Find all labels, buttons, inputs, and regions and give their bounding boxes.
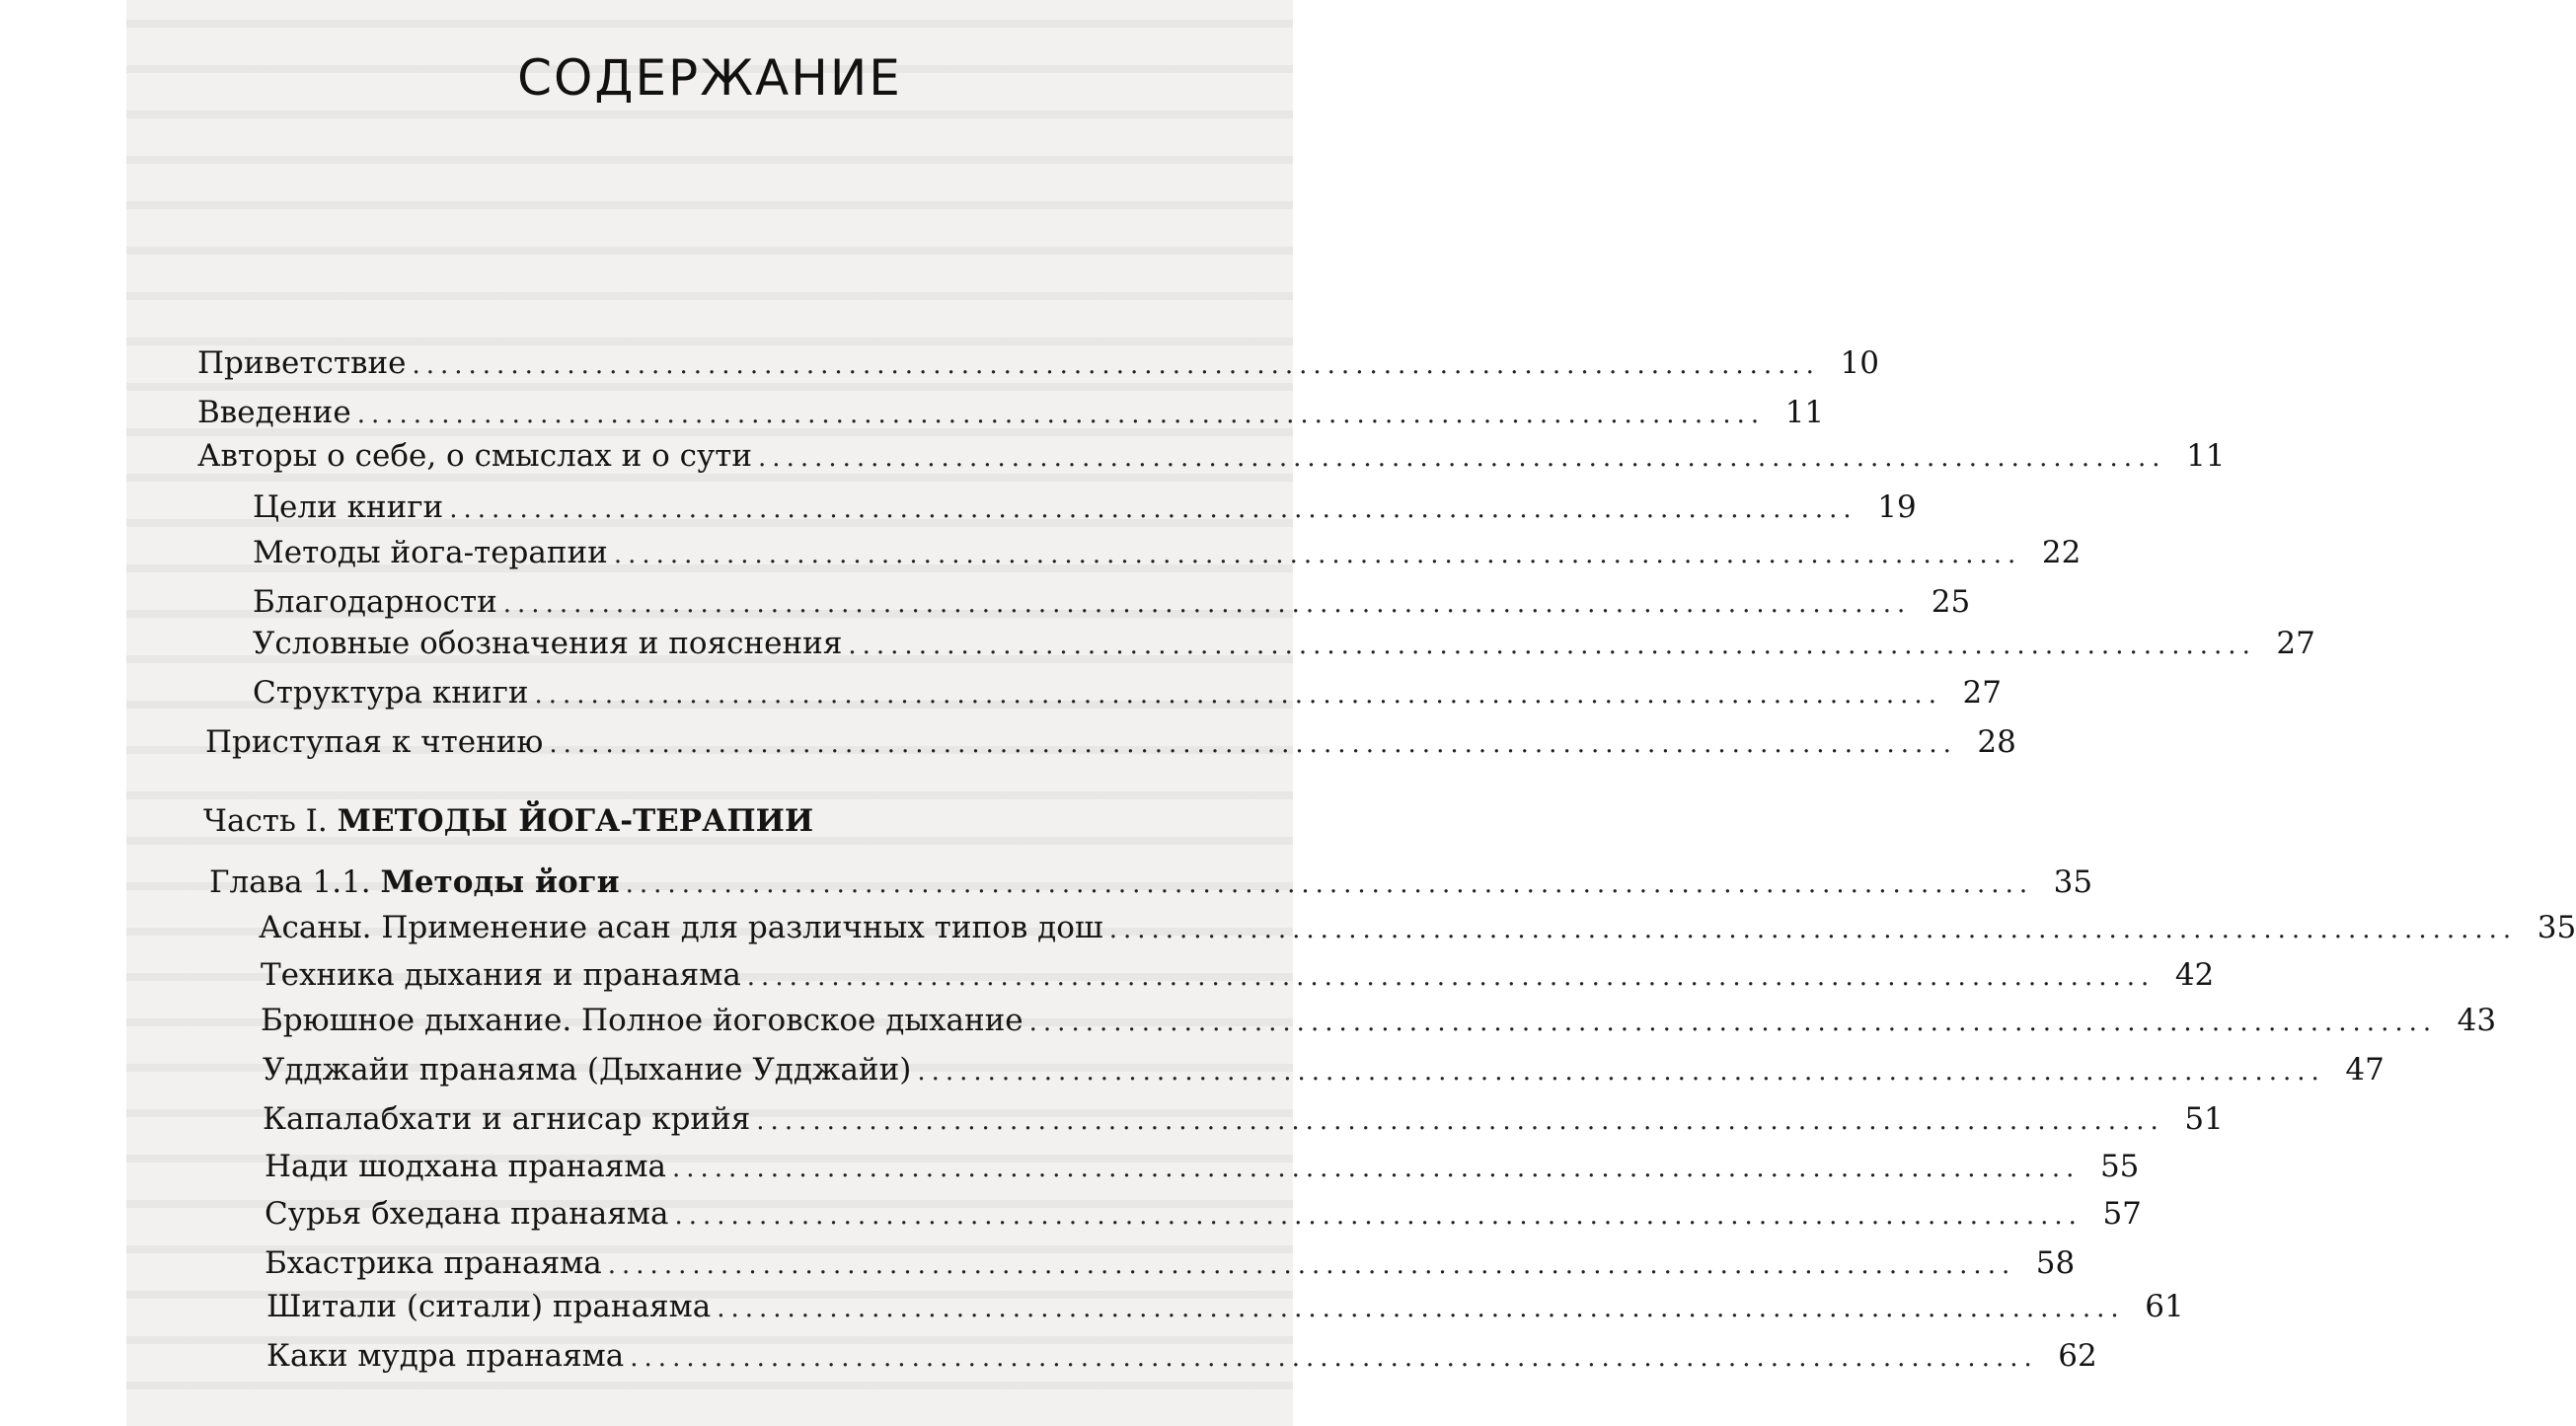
- toc-entry-label: Каки мудра пранаяма: [266, 1338, 625, 1374]
- toc-subentry-shitali: [266, 1285, 2184, 1328]
- leader-dots: ....................................................................................................: [549, 729, 1957, 759]
- toc-entry-label: Авторы о себе, о смыслах и о сути: [197, 438, 753, 474]
- toc-subentry-ujjayi: [263, 1048, 2385, 1091]
- toc-entry-thanks: [253, 580, 1971, 624]
- leader-dots: ....................................................................................................: [607, 1250, 2016, 1280]
- toc-entry-label: Структура книги: [253, 675, 529, 711]
- toc-entry-introduction: [197, 391, 1825, 434]
- toc-entry-greeting: [197, 341, 1879, 385]
- leader-dots: ....................................................................................................: [356, 400, 1766, 429]
- toc-subentry-asanas: [259, 906, 2576, 949]
- toc-entry-page: 27: [1962, 675, 2002, 711]
- toc-entry-label: Шитали (ситали) пранаяма: [266, 1289, 712, 1324]
- toc-entry-label: Методы йога-терапии: [253, 535, 608, 570]
- page-title: СОДЕРЖАНИЕ: [517, 49, 902, 107]
- toc-entry-start-reading: [205, 720, 2016, 764]
- toc-entry-methods: [253, 531, 2082, 574]
- book-page: [126, 0, 2576, 1426]
- part-heading: [203, 803, 813, 839]
- leader-dots: ....................................................................................................: [848, 631, 2256, 660]
- toc-entry-page: 27: [2276, 626, 2315, 661]
- leader-dots: ....................................................................................................: [449, 494, 1857, 524]
- leader-dots: ....................................................................................................: [613, 540, 2022, 569]
- toc-subentry-surya: [265, 1192, 2142, 1236]
- toc-entry-label: Сурья бхедана пранаяма: [265, 1196, 669, 1232]
- toc-entry-label: Цели книги: [253, 489, 444, 525]
- leader-dots: ....................................................................................................: [1028, 1008, 2438, 1037]
- leader-dots: ....................................................................................................: [758, 443, 2166, 473]
- leader-dots: ....................................................................................................: [756, 1106, 2164, 1136]
- chapter-entry: [209, 861, 2093, 904]
- toc-entry-page: 11: [2186, 438, 2226, 474]
- leader-dots: ....................................................................................................: [717, 1294, 2125, 1323]
- chapter-label: [209, 861, 620, 904]
- toc-entry-notation: [253, 622, 2315, 665]
- part-prefix: Часть I.: [203, 803, 328, 839]
- toc-entry-page: 61: [2145, 1289, 2184, 1324]
- toc-subentry-abdominal: [261, 999, 2497, 1042]
- toc-entry-label: Приветствие: [197, 345, 407, 381]
- chapter-title: Методы йоги: [380, 864, 620, 900]
- toc-entry-label: Асаны. Применение асан для различных типов дош: [259, 910, 1103, 945]
- toc-entry-page: 51: [2184, 1101, 2224, 1137]
- leader-dots: ....................................................................................................: [746, 962, 2156, 992]
- leader-dots: ....................................................................................................: [625, 869, 2034, 899]
- toc-entry-page: 11: [1784, 395, 1825, 430]
- leader-dots: ....................................................................................................: [671, 1154, 2081, 1183]
- leader-dots: ....................................................................................................: [674, 1201, 2083, 1231]
- toc-entry-page: 42: [2174, 957, 2215, 993]
- toc-entry-label: Введение: [197, 395, 351, 430]
- toc-entry-page: 25: [1931, 584, 1971, 620]
- chapter-page: 35: [2053, 864, 2093, 900]
- part-title: МЕТОДЫ ЙОГА-ТЕРАПИИ: [337, 803, 814, 839]
- leader-dots: ....................................................................................................: [917, 1057, 2325, 1087]
- leader-dots: ....................................................................................................: [630, 1343, 2038, 1373]
- toc-entry-page: 19: [1877, 489, 1917, 525]
- toc-entry-label: Удджайи пранаяма (Дыхание Удджайи): [263, 1052, 912, 1088]
- toc-entry-label: Капалабхати и агнисар крийя: [263, 1101, 751, 1137]
- toc-subentry-kaki: [266, 1334, 2097, 1378]
- toc-entry-goals: [253, 486, 1917, 529]
- toc-entry-label: Брюшное дыхание. Полное йоговское дыхание: [261, 1003, 1023, 1038]
- toc-entry-page: 35: [2537, 910, 2576, 945]
- toc-entry-page: 57: [2102, 1196, 2142, 1232]
- toc-entry-label: Нади шодхана пранаяма: [265, 1149, 666, 1184]
- toc-entry-page: 47: [2345, 1052, 2385, 1088]
- toc-entry-page: 55: [2099, 1149, 2140, 1184]
- toc-subentry-breathing: [261, 953, 2215, 997]
- toc-entry-label: Приступая к чтению: [205, 724, 544, 760]
- toc-entry-page: 43: [2457, 1003, 2497, 1038]
- toc-entry-label: Техника дыхания и пранаяма: [261, 957, 741, 993]
- table-of-contents: [126, 0, 2576, 1426]
- toc-subentry-nadi: [265, 1145, 2140, 1188]
- toc-entry-label: Бхастрика пранаяма: [265, 1245, 602, 1281]
- toc-entry-authors: [197, 434, 2226, 478]
- leader-dots: ....................................................................................................: [534, 680, 1942, 710]
- toc-entry-label: Благодарности: [253, 584, 497, 620]
- leader-dots: ....................................................................................................: [502, 589, 1912, 619]
- toc-entry-structure: [253, 671, 2002, 714]
- toc-entry-page: 10: [1840, 345, 1879, 381]
- leader-dots: ....................................................................................................: [412, 350, 1820, 380]
- toc-entry-page: 28: [1977, 724, 2016, 760]
- toc-entry-label: Условные обозначения и пояснения: [253, 626, 843, 661]
- toc-subentry-bhastrika: [265, 1241, 2076, 1285]
- toc-entry-page: 62: [2058, 1338, 2097, 1374]
- toc-subentry-kapalabhati: [263, 1097, 2224, 1141]
- chapter-prefix: Глава 1.1.: [209, 864, 371, 900]
- toc-entry-page: 58: [2035, 1245, 2076, 1281]
- toc-entry-page: 22: [2041, 535, 2082, 570]
- leader-dots: ....................................................................................................: [1108, 915, 2518, 944]
